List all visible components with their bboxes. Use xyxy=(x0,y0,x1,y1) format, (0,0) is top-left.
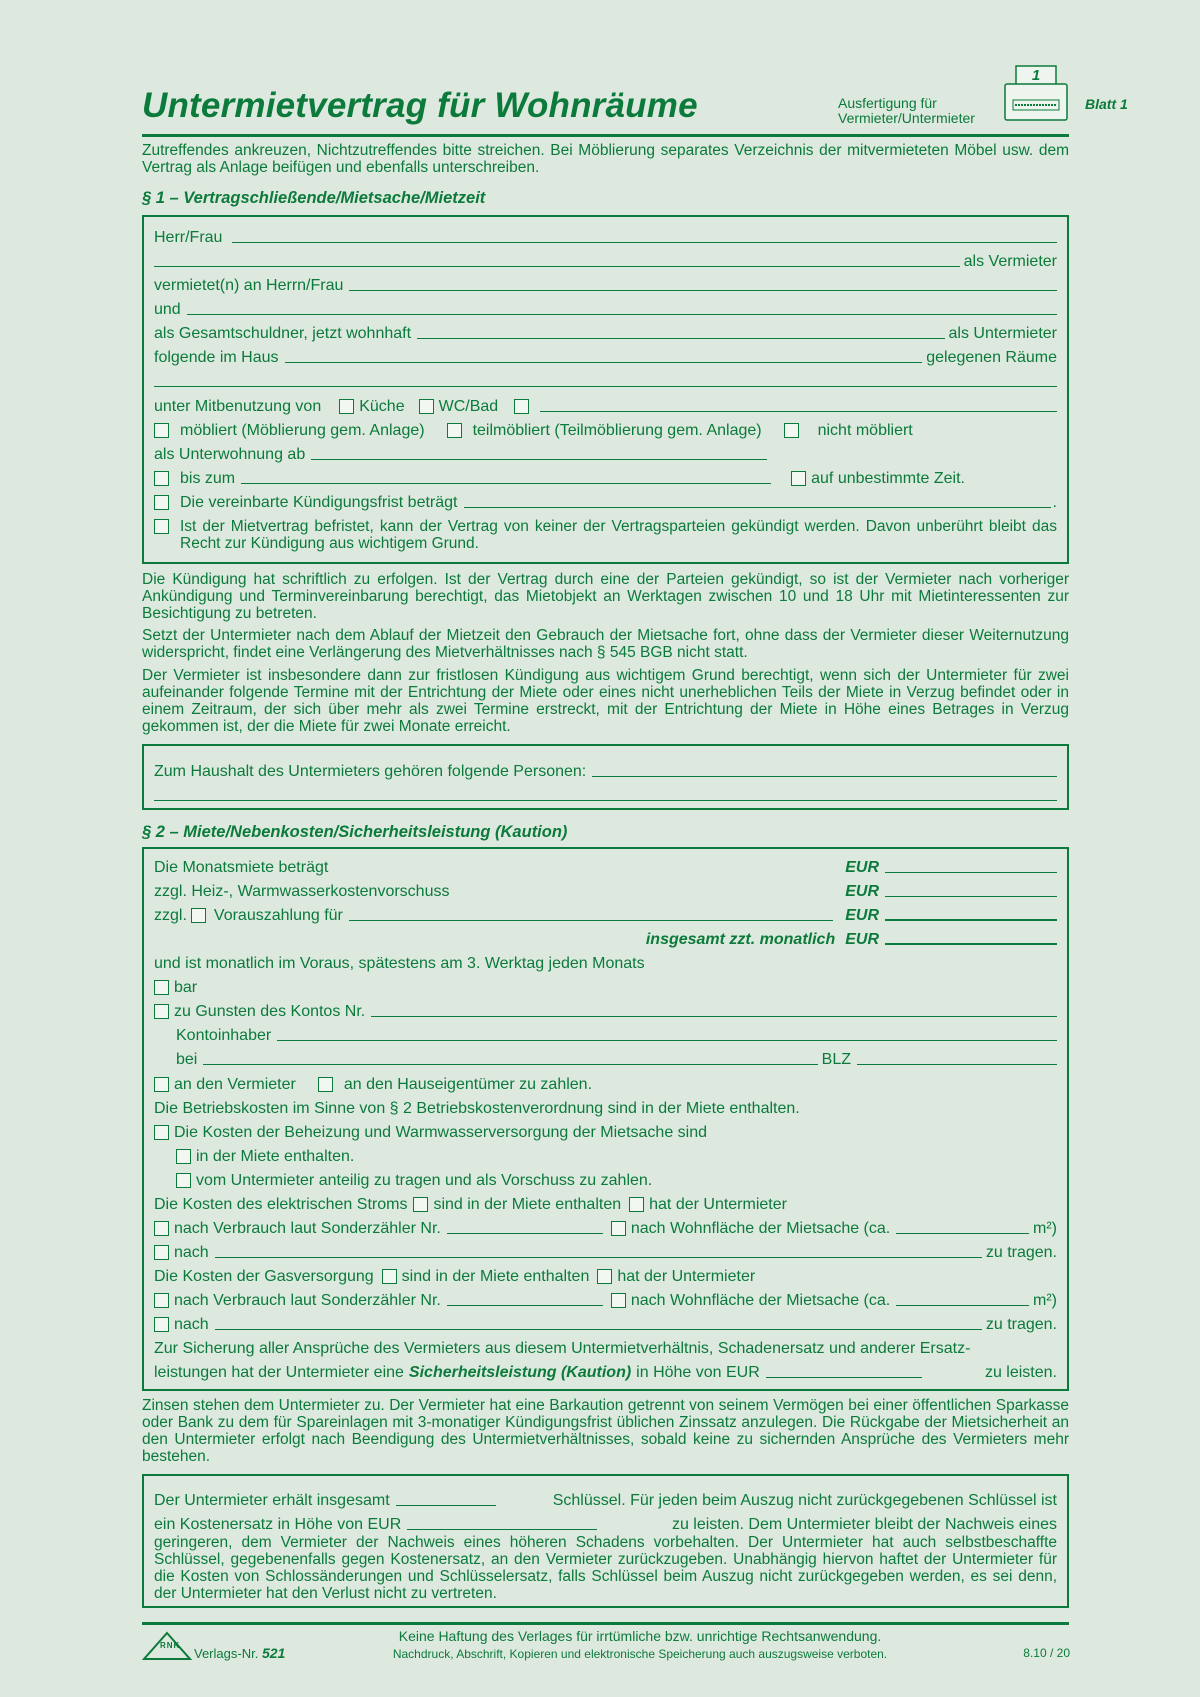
row-bar xyxy=(154,977,1057,997)
row-befristet xyxy=(154,518,1057,552)
intro-text: Zutreffendes ankreuzen, Nichtzutreffendes bitte streichen. Bei Möblierung separates Verzeichnis der mitvermieteten Möbel usw. dem Vertrag als Anlage beifügen und ebenfalls unterschreiben. xyxy=(142,142,1069,176)
field-strom-nach[interactable] xyxy=(215,1243,982,1258)
field-vermieter[interactable] xyxy=(154,252,960,267)
ausfertigung-line1: Ausfertigung für xyxy=(838,95,937,111)
nachdruck-text: Nachdruck, Abschrift, Kopieren und elektronische Speicherung auch auszugsweise verboten. xyxy=(392,1647,888,1661)
version-text: 8.10 / 20 xyxy=(1023,1646,1070,1660)
row-mitbenutzung xyxy=(154,396,1057,416)
row-kontoinhaber xyxy=(176,1025,1057,1045)
field-haushalt[interactable] xyxy=(592,762,1057,777)
row-strom xyxy=(154,1194,1057,1214)
label-gas-zu-tragen: zu tragen. xyxy=(985,1316,1057,1333)
label-strom-zu-tragen: zu tragen. xyxy=(985,1244,1057,1261)
field-schluessel-anzahl[interactable] xyxy=(396,1491,496,1506)
row-in-miete xyxy=(176,1146,1057,1166)
row-gas xyxy=(154,1266,1057,1286)
row-raeume-line xyxy=(154,371,1057,391)
copy-number: 1 xyxy=(1031,67,1041,84)
field-mitbenutzung-sonstiges[interactable] xyxy=(540,397,1057,412)
label-in-miete: in der Miete enthalten. xyxy=(196,1148,355,1165)
row-unterwohnung xyxy=(154,444,1057,464)
label-betriebskosten: Die Betriebskosten im Sinne von § 2 Betriebskostenverordnung sind in der Miete enthalten. xyxy=(154,1100,800,1117)
checkbox-strom-nach[interactable] xyxy=(154,1245,169,1260)
label-heizkosten: zzgl. Heiz-, Warmwasserkostenvorschuss xyxy=(154,883,450,900)
label-gas-verbrauch: nach Verbrauch laut Sonderzähler Nr. xyxy=(174,1292,441,1309)
field-monatsmiete[interactable] xyxy=(885,858,1057,873)
label-an-hauseigentuemer: an den Hauseigentümer zu zahlen. xyxy=(343,1076,593,1093)
checkbox-gas-untermieter[interactable] xyxy=(597,1269,612,1284)
row-gas-verbrauch xyxy=(154,1290,1057,1310)
section2-heading: § 2 – Miete/Nebenkosten/Sicherheitsleistung (Kaution) xyxy=(142,823,568,841)
field-strom-qm[interactable] xyxy=(896,1219,1029,1234)
publisher-logo-letters: RNK xyxy=(160,1641,181,1650)
checkbox-an-hauseigentuemer[interactable] xyxy=(318,1077,333,1092)
label-herr-frau: Herr/Frau xyxy=(154,229,223,246)
label-vermietet-an: vermietet(n) an Herrn/Frau xyxy=(154,277,344,294)
checkbox-konto[interactable] xyxy=(154,1004,169,1019)
haftung-text: Keine Haftung des Verlages für irrtümliche bzw. unrichtige Rechtsanwendung. xyxy=(398,1628,882,1644)
row-im-voraus xyxy=(154,953,1057,973)
label-gas-untermieter: hat der Untermieter xyxy=(617,1268,756,1285)
label-eur-gesamt: EUR xyxy=(845,931,879,948)
checkbox-kuendigungsfrist[interactable] xyxy=(154,495,169,510)
label-gesamtschuldner: als Gesamtschuldner, jetzt wohnhaft xyxy=(154,325,412,342)
label-blz: BLZ xyxy=(821,1051,851,1068)
label-wc-bad: WC/Bad xyxy=(438,398,499,415)
label-kontoinhaber: Kontoinhaber xyxy=(176,1027,272,1044)
row-kuendigungsfrist: Die vereinbarte Kündigungsfrist beträgt . xyxy=(154,492,1057,512)
sheet-number: Blatt 1 xyxy=(1085,96,1128,112)
checkbox-bis-zum[interactable] xyxy=(154,471,169,486)
field-wohnhaft[interactable] xyxy=(417,324,944,339)
label-sicherung: Zur Sicherung aller Ansprüche des Vermieters aus diesem Untermietverhältnis, Schadenersatz und anderer Ersatz- xyxy=(154,1340,971,1357)
checkbox-strom-verbrauch[interactable] xyxy=(154,1221,169,1236)
label-strom-m2: m²) xyxy=(1033,1220,1057,1237)
field-haus[interactable] xyxy=(285,348,923,363)
field-kontoinhaber[interactable] xyxy=(277,1026,1057,1041)
label-monatsmiete: Die Monatsmiete beträgt xyxy=(154,859,329,876)
verlag-label xyxy=(194,1645,285,1661)
label-vorauszahlung: Vorauszahlung für xyxy=(213,907,343,924)
field-gas-nach[interactable] xyxy=(215,1315,982,1330)
text-verlaengerung: Setzt der Untermieter nach dem Ablauf der Mietzeit den Gebrauch der Mietsache fort, ohne dass der Vermieter dieser Weiternutzung widerspricht, findet eine Verlängerung des Mietverhältnisses nach § 545 BGB nicht statt. xyxy=(142,627,1069,661)
field-strom-zaehler[interactable] xyxy=(447,1219,603,1234)
field-vorauszahlung[interactable] xyxy=(885,905,1057,921)
label-und: und xyxy=(154,301,181,318)
label-kaution: Sicherheitsleistung (Kaution) xyxy=(408,1364,632,1381)
label-eur-voraus: EUR xyxy=(845,907,879,924)
label-teilmoebliert: teilmöbliert (Teilmöblierung gem. Anlage) xyxy=(472,422,762,439)
field-kontonummer[interactable] xyxy=(371,1002,1057,1017)
label-unterwohnung-ab: als Unterwohnung ab xyxy=(154,446,306,463)
row-konto xyxy=(154,1001,1057,1021)
text-zinsen: Zinsen stehen dem Untermieter zu. Der Vermieter hat eine Barkaution getrennt von seinem Vermögen bei einer öffentlichen Sparkasse oder Bank zu dem für Spareinlagen mit 3-monatiger Kündigungsfrist üblichen Zinssatz anzulegen. Die Rückgabe der Mietsicherheit an den Untermieter erfolgt nach Beendigung des Untermietverhältnisses, sobald keine zu sichernden Ansprüche des Vermieters mehr bestehen. xyxy=(142,1397,1069,1465)
label-zzgl: zzgl. xyxy=(154,907,187,924)
field-gesamtmiete[interactable] xyxy=(885,929,1057,945)
checkbox-moebliert[interactable] xyxy=(154,423,169,438)
checkbox-vom-untermieter[interactable] xyxy=(176,1173,191,1188)
checkbox-an-vermieter[interactable] xyxy=(154,1077,169,1092)
text-befristet: Ist der Mietvertrag befristet, kann der Vertrag von keiner der Vertragsparteien gekündigt werden. Davon unberührt bleibt das Recht zur Kündigung aus wichtigem Grund. xyxy=(180,518,1057,552)
label-keys-zu-leisten: zu leisten. Dem Untermieter bleibt der Nachweis eines xyxy=(671,1516,1057,1533)
verlag-text: Verlags-Nr. xyxy=(194,1646,259,1661)
row-kaution xyxy=(154,1362,1057,1382)
text-schluessel-rest: geringeren, dem Vermieter der Nachweis eines höheren Schadens vorbehalten. Der Untermieter hat auch selbstbeschaffte Schlüssel, gegebenenfalls gegen Kostenersatz, an den Vermieter zurückzugeben. Unabhängig hiervon haftet der Untermieter für die Kosten von Schlossänderungen und Schlüsselersatz, falls Schlüssel beim Auszug nicht zurückgegeben werden, es sei denn, der Untermieter hat den Verlust nicht zu vertreten. xyxy=(154,1534,1057,1602)
field-bis-zum[interactable] xyxy=(241,469,771,484)
row-schluessel xyxy=(154,1490,1057,1510)
field-gas-qm[interactable] xyxy=(896,1291,1029,1306)
checkbox-gas-nach[interactable] xyxy=(154,1317,169,1332)
label-gas-wohnflaeche: nach Wohnfläche der Mietsache (ca. xyxy=(630,1292,891,1309)
checkbox-befristet[interactable] xyxy=(154,519,169,534)
label-als-vermieter: als Vermieter xyxy=(963,253,1057,270)
label-strom-wohnflaeche: nach Wohnfläche der Mietsache (ca. xyxy=(630,1220,891,1237)
label-erhaelt: Der Untermieter erhält insgesamt xyxy=(154,1492,390,1509)
row-als-vermieter xyxy=(154,251,1057,271)
label-gas-enthalten: sind in der Miete enthalten xyxy=(401,1268,590,1285)
label-unbestimmte-zeit: auf unbestimmte Zeit. xyxy=(811,470,965,487)
label-kueche: Küche xyxy=(359,398,405,415)
label-beheizung: Die Kosten der Beheizung und Warmwasserversorgung der Mietsache sind xyxy=(174,1124,708,1141)
section1-heading: § 1 – Vertragschließende/Mietsache/Mietzeit xyxy=(142,189,486,207)
checkbox-in-miete[interactable] xyxy=(176,1149,191,1164)
row-haus xyxy=(154,347,1057,367)
verlag-number: 521 xyxy=(261,1645,286,1661)
label-bar: bar xyxy=(174,979,198,996)
checkbox-gas-enthalten[interactable] xyxy=(382,1269,397,1284)
label-hoehe-eur: in Höhe von EUR xyxy=(636,1364,760,1381)
label-vom-untermieter: vom Untermieter anteilig zu tragen und als Vorschuss zu zahlen. xyxy=(196,1172,653,1189)
row-insgesamt xyxy=(154,929,1057,949)
checkbox-mitbenutzung-sonstiges[interactable] xyxy=(514,399,529,414)
label-schluessel: Schlüssel. Für jeden beim Auszug nicht zurückgegebenen Schlüssel ist xyxy=(552,1492,1057,1509)
field-kuendigungsfrist[interactable] xyxy=(464,493,1051,508)
row-strom-verbrauch xyxy=(154,1218,1057,1238)
checkbox-teilmoebliert[interactable] xyxy=(447,423,462,438)
field-bank[interactable] xyxy=(203,1050,817,1065)
row-bank xyxy=(176,1049,1057,1069)
checkbox-gas-wohnflaeche[interactable] xyxy=(611,1293,626,1308)
label-folgende-im-haus: folgende im Haus xyxy=(154,349,279,366)
field-untermieter-name[interactable] xyxy=(349,276,1057,291)
row-herr-frau xyxy=(154,227,1057,247)
text-kuendigung: Die Kündigung hat schriftlich zu erfolgen. Ist der Vertrag durch eine der Parteien gekündigt, so ist der Vermieter nach vorheriger Ankündigung und Terminvereinbarung berechtigt, das Mietobjekt an Werktagen zwischen 10 und 18 Uhr mit Mietinteressenten zur Besichtigung zu betreten. xyxy=(142,571,1069,622)
label-gas: Die Kosten der Gasversorgung xyxy=(154,1268,374,1285)
checkbox-strom-untermieter[interactable] xyxy=(629,1197,644,1212)
row-gas-nach xyxy=(154,1314,1057,1334)
label-moebliert: möbliert (Möblierung gem. Anlage) xyxy=(180,422,425,439)
label-strom-untermieter: hat der Untermieter xyxy=(649,1196,787,1213)
field-untermieter-2[interactable] xyxy=(187,300,1057,315)
field-mietbeginn[interactable] xyxy=(311,445,767,460)
label-nicht-moebliert: nicht möbliert xyxy=(817,422,913,439)
row-kostenersatz xyxy=(154,1514,1057,1534)
checkbox-gas-verbrauch[interactable] xyxy=(154,1293,169,1308)
row-haushalt-2 xyxy=(154,785,1057,805)
row-sicherung xyxy=(154,1338,1057,1358)
label-bis-zum: bis zum xyxy=(180,470,236,487)
checkbox-bar[interactable] xyxy=(154,980,169,995)
checkbox-strom-wohnflaeche[interactable] xyxy=(611,1221,626,1236)
row-strom-nach xyxy=(154,1242,1057,1262)
label-mitbenutzung: unter Mitbenutzung von xyxy=(154,398,322,415)
row-vermietet-an xyxy=(154,275,1057,295)
label-an-vermieter: an den Vermieter xyxy=(174,1076,296,1093)
label-strom: Die Kosten des elektrischen Stroms xyxy=(154,1196,408,1213)
checkbox-beheizung[interactable] xyxy=(154,1125,169,1140)
label-gunsten: zu Gunsten des Kontos Nr. xyxy=(174,1003,366,1020)
row-beheizung xyxy=(154,1122,1057,1142)
row-moeblierung xyxy=(154,420,1057,440)
ausfertigung-label xyxy=(838,96,975,126)
label-strom-nach: nach xyxy=(174,1244,209,1261)
ausfertigung-line2: Vermieter/Untermieter xyxy=(838,110,975,126)
footer-rule xyxy=(142,1622,1069,1625)
field-raeume[interactable] xyxy=(154,372,1057,387)
label-als-untermieter: als Untermieter xyxy=(948,325,1057,342)
row-und xyxy=(154,299,1057,319)
row-bis-zum xyxy=(154,468,1057,488)
header-rule xyxy=(142,134,1069,137)
checkbox-kueche[interactable] xyxy=(339,399,354,414)
checkbox-vorauszahlung[interactable] xyxy=(191,908,206,923)
label-gelegene-raeume: gelegenen Räume xyxy=(926,349,1057,366)
field-blz[interactable] xyxy=(857,1050,1057,1065)
label-eur-heiz: EUR xyxy=(845,883,879,900)
label-gas-nach: nach xyxy=(174,1316,209,1333)
document-title: Untermietvertrag für Wohnräume xyxy=(142,86,698,125)
label-leistungen: leistungen hat der Untermieter eine xyxy=(154,1364,404,1381)
label-zu-leisten: zu leisten. xyxy=(984,1364,1057,1381)
label-gas-m2: m²) xyxy=(1033,1292,1057,1309)
label-strom-verbrauch: nach Verbrauch laut Sonderzähler Nr. xyxy=(174,1220,441,1237)
row-haushalt xyxy=(154,761,1057,781)
label-insgesamt: insgesamt zzt. monatlich xyxy=(645,931,836,948)
field-haushalt-2[interactable] xyxy=(154,786,1057,801)
checkbox-strom-enthalten[interactable] xyxy=(413,1197,428,1212)
row-heizkosten xyxy=(154,881,1057,901)
row-monatsmiete xyxy=(154,857,1057,877)
row-vorauszahlung xyxy=(154,905,1057,925)
field-herr-frau[interactable] xyxy=(232,228,1057,243)
label-bei: bei xyxy=(176,1051,198,1068)
text-fristlos: Der Vermieter ist insbesondere dann zur fristlosen Kündigung aus wichtigem Grund berechtigt, wenn sich der Untermieter für zwei aufeinander folgende Termine mit der Entrichtung der Miete oder eines nicht unerheblichen Teils der Miete in Verzug befindet oder in einem Zeitraum, der sich über mehr als zwei Termine erstreckt, mit der Entrichtung der Miete in Höhe eines Betrages in Verzug gekommen ist, der die Miete für zwei Monate erreicht. xyxy=(142,667,1069,735)
field-kostenersatz[interactable] xyxy=(407,1515,597,1530)
field-gas-zaehler[interactable] xyxy=(447,1291,603,1306)
label-eur-miete: EUR xyxy=(845,859,879,876)
checkbox-unbestimmte-zeit[interactable] xyxy=(791,471,806,486)
checkbox-nicht-moebliert[interactable] xyxy=(784,423,799,438)
label-kuendigungsfrist: Die vereinbarte Kündigungsfrist beträgt xyxy=(180,494,458,511)
field-vorauszahlung-art[interactable] xyxy=(349,906,833,921)
label-strom-enthalten: sind in der Miete enthalten xyxy=(433,1196,622,1213)
row-vom-untermieter xyxy=(176,1170,1057,1190)
checkbox-wc-bad[interactable] xyxy=(419,399,434,414)
row-zahlung-an xyxy=(154,1074,1057,1094)
field-kaution[interactable] xyxy=(766,1363,922,1378)
label-ersatz: ein Kostenersatz in Höhe von EUR xyxy=(154,1516,402,1533)
label-haushalt: Zum Haushalt des Untermieters gehören folgende Personen: xyxy=(154,763,587,780)
label-im-voraus: und ist monatlich im Voraus, spätestens am 3. Werktag jeden Monats xyxy=(154,955,645,972)
field-heizkosten[interactable] xyxy=(885,882,1057,897)
row-gesamtschuldner xyxy=(154,323,1057,343)
row-betriebskosten xyxy=(154,1098,1057,1118)
